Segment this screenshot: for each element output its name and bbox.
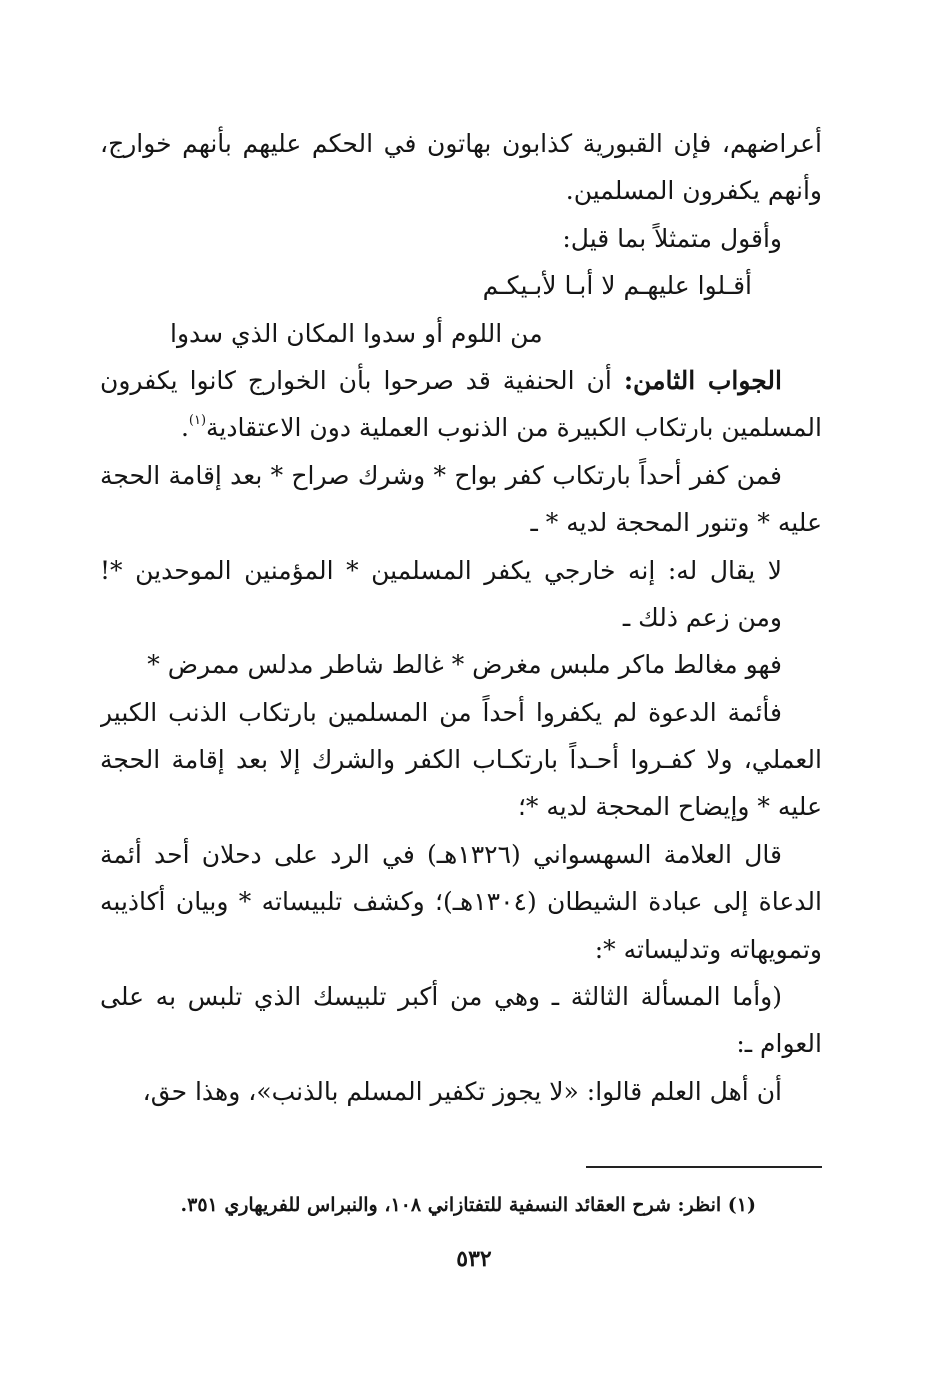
text-line-21: أن أهل العلم قالوا: «لا يجوز تكفير المسلم بالذنب»، وهذا حق، xyxy=(142,1076,782,1106)
text-line-3: وأقول متمثلاً بما قيل: xyxy=(562,223,782,253)
text-line-14: العملي، ولا كفـروا أحـداً بارتكـاب الكفر والشرك إلا بعد إقامة الحجة xyxy=(100,745,822,775)
text-line-20: العوام ـ: xyxy=(736,1029,822,1059)
text-line-2: وأنهم يكفرون المسلمين. xyxy=(565,176,822,206)
text-line-8: فمن كفر أحداً بارتكاب كفر بواح * وشرك صراح * بعد إقامة الحجة xyxy=(100,460,782,490)
footnote-divider xyxy=(586,1166,822,1168)
text-line-17: الدعاة إلى عبادة الشيطان (١٣٠٤هـ)؛ وكشف تلبيساته * وبيان أكاذيبه xyxy=(100,887,822,917)
page-number: ٥٣٢ xyxy=(456,1246,492,1272)
text-line-16: قال العلامة السهسواني (١٣٢٦هـ) في الرد على دحلان أحد أئمة xyxy=(100,839,782,869)
answer-line xyxy=(100,357,822,404)
verse-line-1: أقـلوا عليهـم لا أبـا لأبـيكـم xyxy=(482,271,752,301)
text-line-11: ومن زعم ذلك ـ xyxy=(622,602,782,632)
answer-text: أن الحنفية قد صرحوا بأن الخوارج كانوا يكفرون xyxy=(100,365,612,395)
text-line-12: فهو مغالط ماكر ملبس مغرض * غالط شاطر مدلس ممرض * xyxy=(147,650,782,680)
text-line-7 xyxy=(100,404,822,451)
verse-line-2: من اللوم أو سدوا المكان الذي سدوا xyxy=(170,318,543,348)
text-line-13: فأئمة الدعوة لم يكفروا أحداً من المسلمين بارتكاب الذنب الكبير xyxy=(100,697,782,727)
text-line-1: أعراضهم، فإن القبورية كذابون بهاتون في الحكم عليهم بأنهم خوارج، xyxy=(100,129,822,158)
footnote: (١) انظر: شرح العقائد النسفية للتفتازاني ١٠٨، والنبراس للفريهاري ٣٥١. xyxy=(180,1194,756,1216)
text-line-10: لا يقال له: إنه خارجي يكفر المسلمين * المؤمنين الموحدين *! xyxy=(100,555,782,585)
text-line-19: (وأما المسألة الثالثة ـ وهي من أكبر تلبيسك الذي تلبس به على xyxy=(100,982,782,1012)
text-line-9: عليه * وتنور المحجة لديه * ـ xyxy=(530,508,822,538)
main-text xyxy=(100,120,822,1115)
footnote-reference: (١) xyxy=(188,413,207,429)
text-line-7-end: . xyxy=(180,413,189,443)
text-line-7-body: المسلمين بارتكاب الكبيرة من الذنوب العملية دون الاعتقادية xyxy=(206,413,822,443)
answer-heading: الجواب الثامن: xyxy=(623,365,782,395)
text-line-15: عليه * وإيضاح المحجة لديه *؛ xyxy=(517,792,822,822)
text-line-18: وتمويهاته وتدليساته *: xyxy=(594,934,822,964)
